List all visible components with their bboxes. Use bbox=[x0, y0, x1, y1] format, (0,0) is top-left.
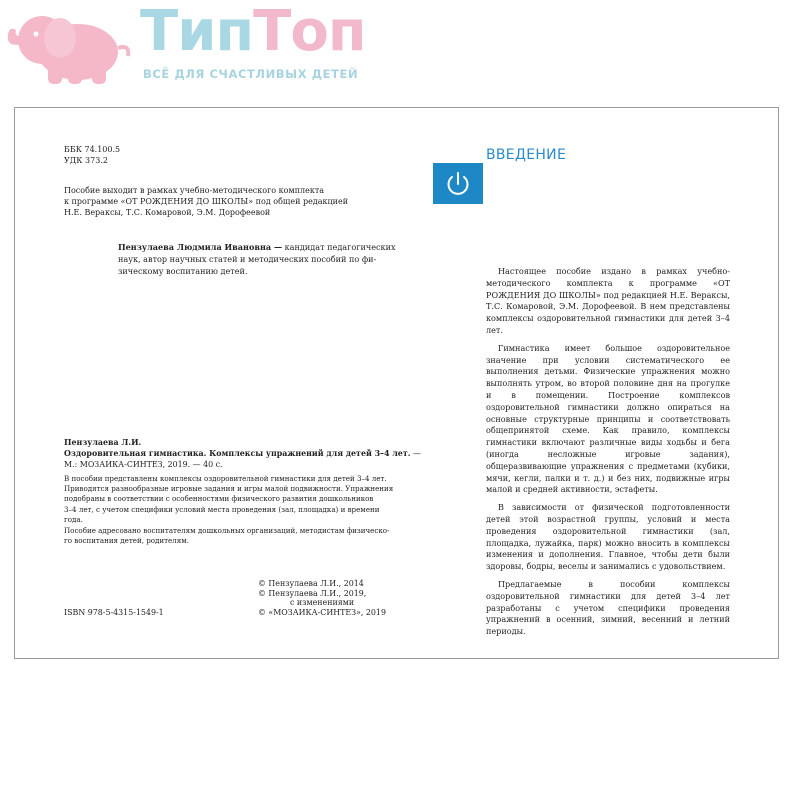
author-bio-line: наук, автор научных статей и методических пособий по фи- bbox=[118, 254, 377, 264]
ref-title: Оздоровительная гимнастика. Комплексы упражнений для детей 3–4 лет. bbox=[64, 449, 411, 459]
audience-line: го воспитания детей, родителям. bbox=[64, 536, 189, 546]
book-spread bbox=[14, 107, 779, 659]
copyright-line: © Пензулаева Л.И., 2019, bbox=[258, 588, 367, 598]
ref-author: Пензулаева Л.И. bbox=[64, 438, 142, 447]
copyright-line: с изменениями bbox=[290, 598, 355, 608]
annotation-line: года. bbox=[64, 514, 83, 524]
copyright-block bbox=[258, 579, 386, 617]
annotation-line: В пособии представлены комплексы оздоровительной гимнастики для детей 3–4 лет. bbox=[64, 474, 387, 483]
annotation-line: 3–4 лет, с учетом специфики условий места проведения (зал, площадка) и времени bbox=[64, 504, 380, 514]
annotation bbox=[64, 474, 394, 525]
author-bio-text: кандидат педагогических bbox=[282, 242, 396, 252]
program-note-line: Н.Е. Вераксы, Т.С. Комаровой, Э.М. Дорофеевой bbox=[64, 208, 271, 217]
intro-paragraph: Предлагаемые в пособии комплексы оздоровительной гимнастики для детей 3–4 лет разработаны с учетом специфики проведения упражнений в осенний, зимний, весенний и летний периоды. bbox=[486, 578, 730, 637]
brand-name-part1: Тип bbox=[140, 0, 254, 64]
chapter-title: ВВЕДЕНИЕ bbox=[486, 147, 567, 163]
annotation-line: подобраны в соответствии с особенностями физического развития дошкольников bbox=[64, 494, 374, 504]
annotation-line: Приводятся разнообразные игровые задания и игры малой подвижности. Упражнения bbox=[64, 484, 394, 494]
brand-name-part2: Топ bbox=[253, 0, 366, 64]
isbn: ISBN 978-5-4315-1549-1 bbox=[64, 608, 164, 617]
power-icon bbox=[433, 163, 483, 204]
intro-paragraph: В зависимости от физической подготовленности детей этой возрастной группы, условий и места проведения оздоровительной гимнастики (зал, площадка, лужайка, парк) можно вносить в комплексы изменения и дополнения. Главное, чтобы дети были здоровы, бодры, веселы и занимались с удовольствием. bbox=[486, 502, 730, 572]
brand-logo bbox=[0, 0, 370, 95]
copyright-line: © Пензулаева Л.И., 2014 bbox=[258, 579, 364, 588]
program-note-line: к программе «ОТ РОЖДЕНИЯ ДО ШКОЛЫ» под общей редакцией bbox=[64, 197, 349, 206]
chapter-badge bbox=[433, 163, 483, 204]
udk-code: УДК 373.2 bbox=[64, 156, 108, 165]
brand-tagline: ВСЁ ДЛЯ СЧАСТЛИВЫХ ДЕТЕЙ bbox=[143, 67, 359, 81]
ref-dash: — bbox=[410, 449, 421, 459]
bbk-code: ББК 74.100.5 bbox=[64, 145, 121, 154]
copyright-line: © «МОЗАИКА-СИНТЕЗ», 2019 bbox=[258, 607, 386, 617]
elephant-icon bbox=[0, 4, 140, 86]
audience-note bbox=[64, 526, 390, 546]
ref-publisher: М.: МОЗАИКА-СИНТЕЗ, 2019. — 40 с. bbox=[64, 460, 223, 470]
brand-name bbox=[140, 2, 366, 62]
program-note-line: Пособие выходит в рамках учебно-методического комплекта bbox=[64, 186, 325, 195]
intro-text bbox=[486, 266, 730, 644]
author-name: Пензулаева Людмила Ивановна — bbox=[118, 242, 283, 252]
audience-line: Пособие адресовано воспитателям дошкольных организаций, методистам физическо- bbox=[64, 526, 390, 535]
author-bio-line: зическому воспитанию детей. bbox=[118, 266, 248, 276]
bibliographic-record bbox=[64, 437, 421, 471]
author-bio bbox=[118, 241, 396, 277]
intro-paragraph: Гимнастика имеет большое оздоровительное значение при условии систематического ее выполнения детьми. Физические упражнения можно выполнять утром, во второй половине дня на прогулке и в помещении. Построение комплексов оздоровительной гимнастики должно опираться на основные структурные принципы и соответствовать общепринятой схеме. Как правило, комплексы гимнастики включают различные виды ходьбы и бега (иногда несложные игровые задания), общеразвивающие упражнения с предметами (кубики, мячи, кегли, палки и т. д.) и без них, подвижные игры малой и средней активности, эстафеты. bbox=[486, 342, 730, 495]
intro-paragraph: Настоящее пособие издано в рамках учебно-методического комплекта к программе «ОТ РОЖДЕНИЯ ДО ШКОЛЫ» под редакцией Н.Е. Вераксы, Т.С. Комаровой, Э.М. Дорофеевой. В нем представлены комплексы оздоровительной гимнастики для детей 3–4 лет. bbox=[486, 266, 730, 335]
program-note bbox=[64, 185, 348, 218]
